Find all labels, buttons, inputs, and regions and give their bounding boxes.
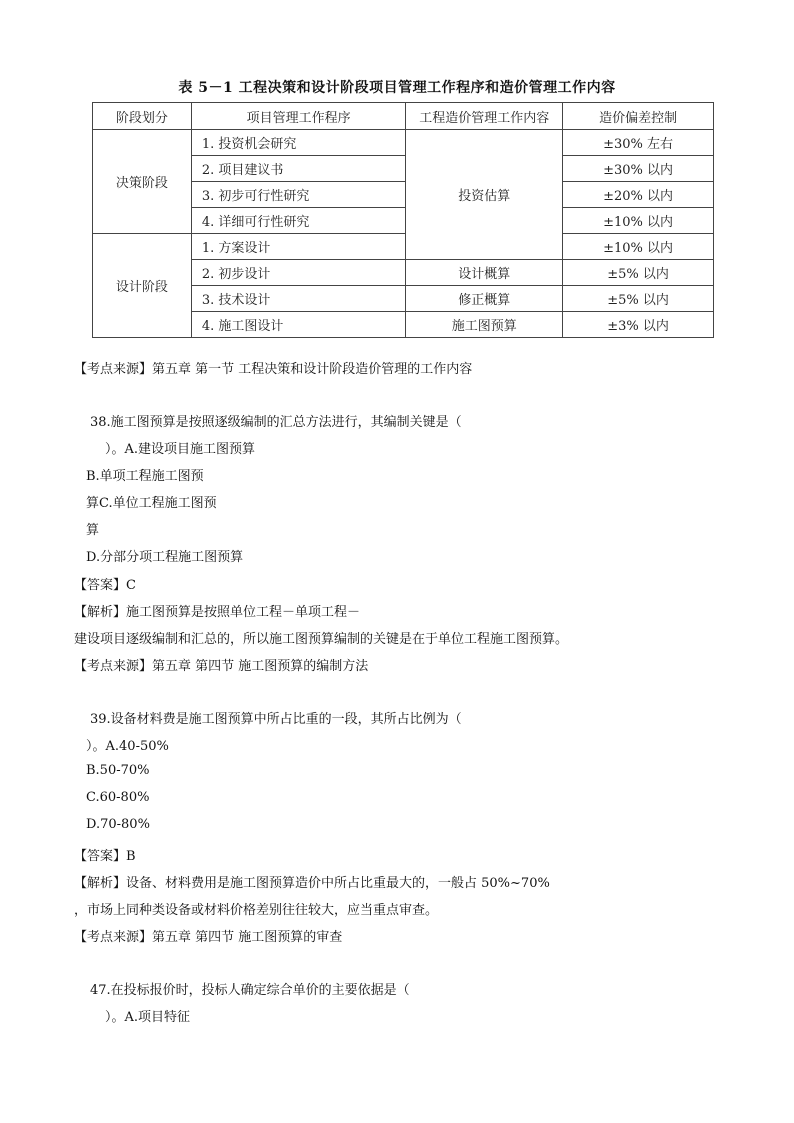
header-cost-work: 工程造价管理工作内容 [406,103,563,130]
option-text: C.60-80% [86,790,150,805]
procedure-cell: 3. 技术设计 [191,286,406,312]
answer-text: 【答案】C [74,578,136,593]
procedure-cell: 4. 详细可行性研究 [191,208,406,234]
header-stage: 阶段划分 [93,103,192,130]
table-caption: 表 5－1 工程决策和设计阶段项目管理工作程序和造价管理工作内容 [178,80,616,96]
table-row [93,234,714,260]
option-text: ）。A.项目特征 [105,1010,191,1025]
merged-cost-cell: 投资估算 [406,130,563,260]
procedure-cell: 2. 初步设计 [191,260,406,286]
table-header-row [93,103,714,130]
cost-cell: 修正概算 [406,286,563,312]
question-text: 38.施工图预算是按照逐级编制的汇总方法进行，其编制关键是（ [90,415,462,430]
option-text: 算 [86,523,100,538]
analysis-text: ，市场上同种类设备或材料价格差别往往较大，应当重点审查。 [74,903,439,918]
answer-text: 【答案】B [74,849,136,864]
deviation-cell: ±10% 以内 [563,234,714,260]
source-note: 【考点来源】第五章 第四节 施工图预算的编制方法 [74,659,369,674]
option-text: D.分部分项工程施工图预算 [86,550,244,565]
deviation-cell: ±5% 以内 [563,260,714,286]
source-note: 【考点来源】第五章 第四节 施工图预算的审查 [74,930,343,945]
deviation-cell: ±30% 左右 [563,130,714,156]
analysis-text: 【解析】施工图预算是按照单位工程－单项工程－ [74,605,361,620]
procedure-cell: 4. 施工图设计 [191,312,406,338]
cost-cell: 施工图预算 [406,312,563,338]
procedure-cell: 1. 投资机会研究 [191,130,406,156]
deviation-cell: ±3% 以内 [563,312,714,338]
cost-management-table [92,102,714,338]
deviation-cell: ±10% 以内 [563,208,714,234]
question-text: 39.设备材料费是施工图预算中所占比重的一段，其所占比例为（ [90,712,462,727]
procedure-cell: 2. 项目建议书 [191,156,406,182]
cost-cell: 设计概算 [406,260,563,286]
deviation-cell: ±20% 以内 [563,182,714,208]
deviation-cell: ±5% 以内 [563,286,714,312]
procedure-cell: 1. 方案设计 [191,234,406,260]
stage-decision: 决策阶段 [93,130,192,234]
option-text: 算C.单位工程施工图预 [86,496,217,511]
source-note: 【考点来源】第五章 第一节 工程决策和设计阶段造价管理的工作内容 [74,362,473,377]
deviation-cell: ±30% 以内 [563,156,714,182]
option-text: B.单项工程施工图预 [86,469,204,484]
stage-design: 设计阶段 [93,234,192,338]
procedure-cell: 3. 初步可行性研究 [191,182,406,208]
table-row [93,130,714,156]
analysis-text: 建设项目逐级编制和汇总的，所以施工图预算编制的关键是在于单位工程施工图预算。 [74,632,569,647]
header-procedure: 项目管理工作程序 [191,103,406,130]
header-deviation: 造价偏差控制 [563,103,714,130]
option-text: B.50-70% [86,763,150,778]
analysis-text: 【解析】设备、材料费用是施工图预算造价中所占比重最大的，一般占 50%~70% [74,876,550,891]
option-text: D.70-80% [86,817,150,832]
option-text: ）。A.40-50% [86,739,169,754]
question-text: 47.在投标报价时，投标人确定综合单价的主要依据是（ [90,983,410,998]
option-text: ）。A.建设项目施工图预算 [105,442,256,457]
